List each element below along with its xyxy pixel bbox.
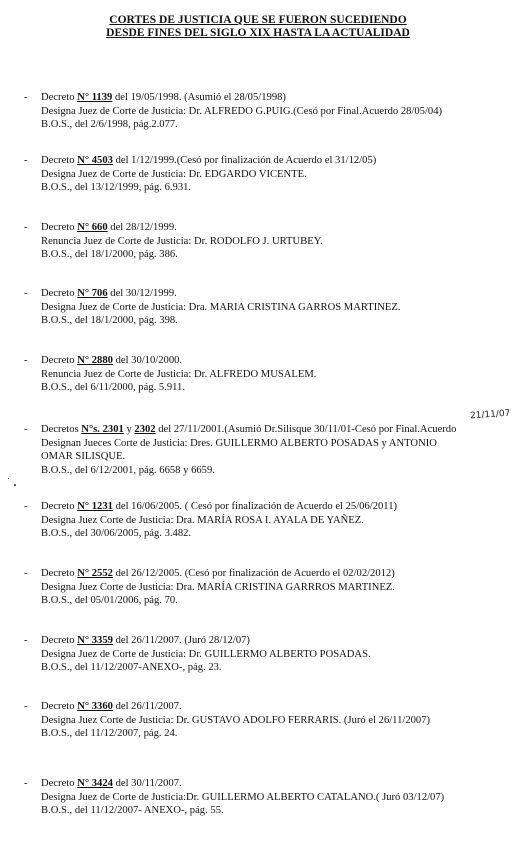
list-bullet: - (24, 222, 28, 233)
decree-date-note: del 30/10/2000. (112, 355, 183, 366)
list-bullet: - (24, 288, 28, 299)
entry-lines (41, 287, 512, 328)
decree-prefix: Decreto (41, 92, 78, 103)
decree-number: N° 3360 (77, 701, 113, 712)
appointment-line: Renuncia Juez de Corte de Justicia: Dr. ALFREDO MUSALEM. (41, 368, 317, 380)
decree-entry (24, 700, 512, 741)
list-bullet: - (24, 155, 28, 166)
bulletin-line-extra: B.O.S., del 6/12/2001, pág. 6658 y 6659. (41, 464, 215, 476)
decree-number: N° 706 (77, 288, 108, 299)
bulletin-line: B.O.S., del 11/12/2007- ANEXO-, pág. 55. (41, 805, 224, 817)
decree-date-note: del 26/11/2007. (Juró 28/12/07) (112, 635, 250, 646)
decree-number: N° 2552 (77, 568, 113, 579)
appointment-line: Designa Juez de Corte de Justicia: Dr. GUILLERMO ALBERTO POSADAS. (41, 648, 371, 660)
bulletin-line: B.O.S., del 11/12/2007-ANEXO-, pág. 23. (41, 662, 222, 674)
decree-prefix: Decreto (41, 568, 78, 579)
decree-entry (24, 634, 512, 675)
bulletin-line: OMAR SILISQUE. (41, 451, 126, 463)
appointment-line: Renuncia Juez de Corte de Justicia: Dr. RODOLFO J. URTUBEY. (41, 235, 323, 247)
decree-entry (24, 423, 512, 477)
entry-lines (41, 154, 512, 195)
decree-line (41, 634, 512, 648)
decree-line (41, 354, 512, 368)
decree-prefix: Decreto (41, 701, 78, 712)
decree-number: N° 1139 (77, 92, 113, 103)
bulletin-line: B.O.S., del 6/11/2000, pág. 5.911. (41, 382, 185, 394)
appointment-line: Designan Jueces Corte de Justicia: Dres. GUILLERMO ALBERTO POSADAS y ANTONIO (41, 437, 437, 449)
bulletin-line: B.O.S., del 11/12/2007, pág. 24. (41, 728, 178, 740)
decree-number: N° 1231 (77, 501, 113, 512)
entry-lines (41, 634, 512, 675)
decree-connector: y (123, 424, 135, 435)
decree-entry (24, 567, 512, 608)
title-line-1: CORTES DE JUSTICIA QUE SE FUERON SUCEDIENDO (109, 14, 407, 26)
entry-lines (41, 354, 512, 395)
entry-lines (41, 700, 512, 741)
decree-entry (24, 154, 512, 195)
decree-prefix: Decretos (41, 424, 82, 435)
decree-entry (24, 500, 512, 541)
bulletin-line: B.O.S., del 13/12/1999, pág. 6.931. (41, 182, 192, 194)
decree-number-2: 2302 (134, 424, 156, 435)
decree-line (41, 287, 512, 301)
list-bullet: - (24, 701, 28, 712)
decree-line (41, 777, 512, 791)
entry-lines (41, 423, 512, 477)
bulletin-line: B.O.S., del 18/1/2000, pág. 398. (41, 315, 178, 327)
decree-number: N° 3359 (77, 635, 113, 646)
decree-prefix: Decreto (41, 155, 78, 166)
appointment-line: Designa Juez de Corte de Justicia: Dr. EDGARDO VICENTE. (41, 168, 307, 180)
decree-number: N° 3424 (77, 778, 113, 789)
bulletin-line: B.O.S., del 30/06/2005, pág. 3.482. (41, 528, 192, 540)
decree-number: N° 2880 (77, 355, 113, 366)
decree-prefix: Decreto (41, 501, 78, 512)
scan-speck (14, 484, 16, 486)
decree-prefix: Decreto (41, 778, 78, 789)
list-bullet: - (24, 568, 28, 579)
appointment-line: Designa Juez de Corte de Justicia:Dr. GUILLERMO ALBERTO CATALANO.( Juró 03/12/07) (41, 791, 445, 803)
decree-entry (24, 287, 512, 328)
decree-prefix: Decreto (41, 222, 78, 233)
appointment-line: Designa Juez Corte de Justicia: Dr. GUSTAVO ADOLFO FERRARIS. (Juró el 26/11/2007) (41, 714, 431, 726)
entry-lines (41, 91, 512, 132)
decree-date-note: del 26/11/2007. (112, 701, 182, 712)
decree-line (41, 154, 512, 168)
list-bullet: - (24, 92, 28, 103)
decree-date-note: del 30/12/1999. (107, 288, 177, 299)
appointment-line: Designa Juez de Corte de Justicia: Dra. MARIA CRISTINA GARROS MARTINEZ. (41, 301, 401, 313)
entry-lines (41, 567, 512, 608)
decree-date-note: del 27/11/2001.(Asumió Dr.Silisque 30/11/01-Cesó por Final.Acuerdo (155, 424, 457, 435)
list-bullet: - (24, 501, 28, 512)
decree-entry (24, 777, 512, 818)
decree-entry (24, 221, 512, 262)
entry-lines (41, 777, 512, 818)
decree-prefix: Decreto (41, 355, 78, 366)
list-bullet: - (24, 778, 28, 789)
bulletin-line: B.O.S., del 2/6/1998, pág.2.077. (41, 119, 178, 131)
title-line-2: DESDE FINES DEL SIGLO XIX HASTA LA ACTUALIDAD (106, 27, 410, 39)
decree-line (41, 423, 512, 437)
decree-date-note: del 1/12/1999.(Cesó por finalización de Acuerdo el 31/12/05) (112, 155, 377, 166)
entry-lines (41, 221, 512, 262)
decree-date-note: del 28/12/1999. (107, 222, 177, 233)
list-bullet: - (24, 635, 28, 646)
decree-line (41, 700, 512, 714)
document-title (0, 14, 516, 40)
decree-prefix: Decreto (41, 635, 78, 646)
bulletin-line: B.O.S., del 18/1/2000, pág. 386. (41, 249, 178, 261)
decree-entry (24, 354, 512, 395)
decree-date-note: del 26/12/2005. (Cesó por finalización de Acuerdo el 02/02/2012) (112, 568, 395, 579)
decree-number: N° 660 (77, 222, 108, 233)
decree-date-note: del 19/05/1998. (Asumió el 28/05/1998) (112, 92, 286, 103)
list-bullet: - (24, 355, 28, 366)
appointment-line: Designa Juez Corte de Justicia: Dra. MARÍA ROSA I. AYALA DE YAÑEZ. (41, 514, 364, 526)
decree-line (41, 221, 512, 235)
entry-lines (41, 500, 512, 541)
decree-date-note: del 30/11/2007. (112, 778, 182, 789)
decree-number: N° 4503 (77, 155, 113, 166)
decree-prefix: Decreto (41, 288, 78, 299)
handwritten-date-note: 21/11/07 (469, 408, 511, 422)
decree-date-note: del 16/06/2005. ( Cesó por finalización de Acuerdo el 25/06/2011) (112, 501, 398, 512)
decree-line (41, 567, 512, 581)
bulletin-line: B.O.S., del 05/01/2006, pág. 70. (41, 595, 178, 607)
decree-entry (24, 91, 512, 132)
appointment-line: Designa Juez Corte de Justicia: Dra. MARÍA CRISTINA GARRROS MARTINEZ. (41, 581, 395, 593)
decree-number: N°s. 2301 (81, 424, 124, 435)
decree-line (41, 91, 512, 105)
appointment-line: Designa Juez de Corte de Justicia: Dr. ALFREDO G.PUIG.(Cesó por Final.Acuerdo 28/05/04) (41, 105, 443, 117)
decree-line (41, 500, 512, 514)
scan-speck (8, 478, 9, 479)
list-bullet: - (24, 424, 28, 435)
